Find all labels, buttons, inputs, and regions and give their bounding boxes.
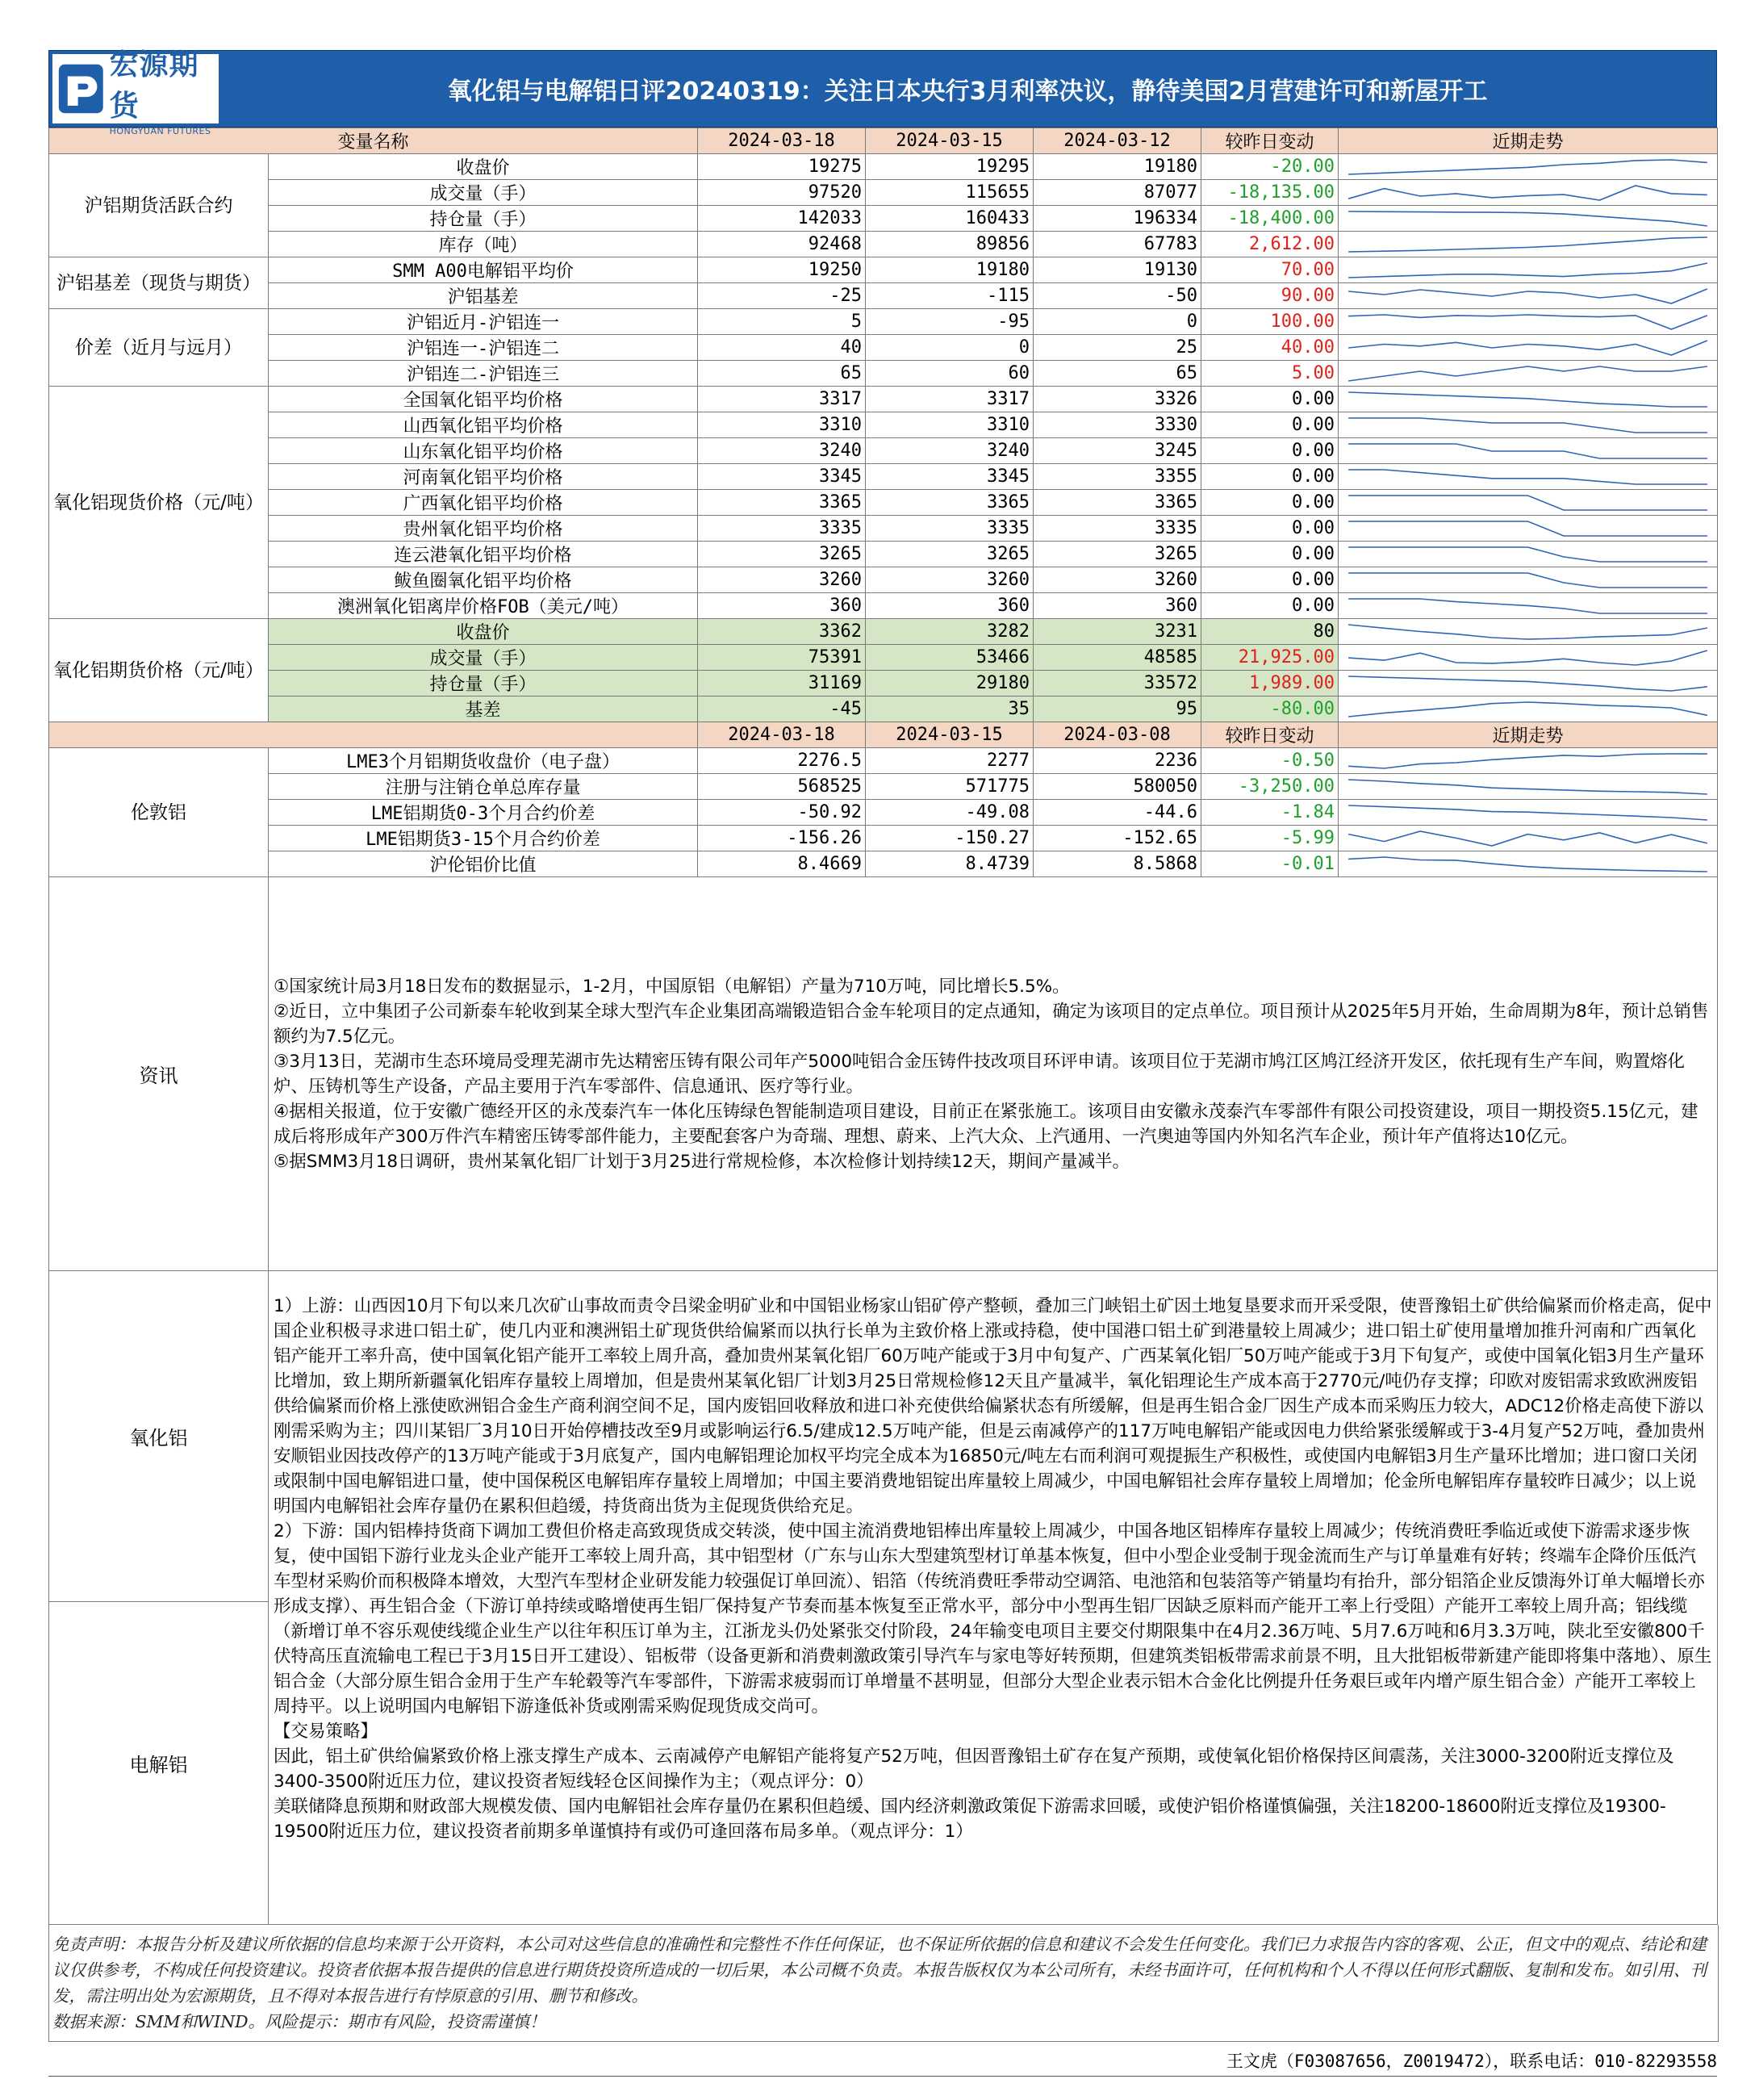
trend-line: [1348, 211, 1707, 226]
group-label: 伦敦铝: [49, 748, 269, 877]
trend-sparkline: [1345, 466, 1711, 487]
group-label: 氧化铝期货价格（元/吨）: [49, 619, 269, 722]
value-1: 31169: [698, 671, 866, 697]
value-3: -44.6: [1034, 800, 1201, 826]
value-1: -50.92: [698, 800, 866, 826]
trend-cell: [1339, 800, 1718, 826]
trend-line: [1348, 573, 1707, 588]
value-3: 360: [1034, 593, 1201, 619]
daily-change: 90.00: [1201, 283, 1339, 309]
daily-change: -3,250.00: [1201, 774, 1339, 800]
daily-change: -18,400.00: [1201, 206, 1339, 232]
logo-chinese-name: 宏源期货: [109, 48, 199, 123]
value-2: 3310: [866, 412, 1034, 438]
table-row: [49, 671, 1718, 697]
variable-name: LME铝期货3-15个月合约价差: [269, 826, 698, 851]
news-content: [269, 877, 1718, 1271]
trend-line: [1348, 857, 1707, 872]
daily-change: -1.84: [1201, 800, 1339, 826]
trend-line: [1348, 160, 1707, 174]
trend-sparkline: [1345, 802, 1711, 823]
col-header-3: 2024-03-12: [1034, 128, 1201, 154]
variable-name: 鲅鱼圈氧化铝平均价格: [269, 567, 698, 593]
value-3: 48585: [1034, 645, 1201, 671]
trend-line: [1348, 289, 1707, 303]
value-3: 3335: [1034, 516, 1201, 542]
col-header-2: 2024-03-15: [866, 128, 1034, 154]
value-1: 65: [698, 361, 866, 387]
analysis-paragraph: 因此，铝土矿供给偏紧致价格上涨支撑生产成本、云南减停产电解铝产能将复产52万吨，但因晋豫铝土矿存在复产预期，或使氧化铝价格保持区间震荡，关注3000-3200附近支撑位及3400-3500附近压力位，建议投资者短线轻仓区间操作为主；（观点评分：0）: [274, 1747, 1674, 1792]
value-1: 3345: [698, 464, 866, 490]
value-1: 19275: [698, 154, 866, 180]
variable-name: 成交量（手）: [269, 645, 698, 671]
value-1: 40: [698, 335, 866, 361]
table-row: [49, 438, 1718, 464]
table-row: [49, 800, 1718, 826]
value-2: -115: [866, 283, 1034, 309]
value-1: 19250: [698, 257, 866, 283]
trend-cell: [1339, 180, 1718, 206]
news-item: ④据相关报道，位于安徽广德经开区的永茂泰汽车一体化压铸绿色智能制造项目建设，目前正在紧张施工。该项目由安徽永茂泰汽车零部件有限公司投资建设，项目一期投资5.15亿元，建成后将形成年产300万件汽车精密压铸零部件能力，主要配套客户为奇瑞、理想、蔚来、上汽大众、上汽通用、一汽奥迪等国内外知名汽车企业，预计年产值将达10亿元。: [274, 1101, 1698, 1147]
trend-sparkline: [1345, 776, 1711, 797]
value-3: 3330: [1034, 412, 1201, 438]
trend-sparkline: [1345, 492, 1711, 513]
value-1: 75391: [698, 645, 866, 671]
daily-change: 0.00: [1201, 542, 1339, 567]
col-header-variable: 变量名称: [49, 128, 698, 154]
trend-line: [1348, 237, 1707, 252]
value-1: 3260: [698, 567, 866, 593]
daily-change: 0.00: [1201, 567, 1339, 593]
value-3: -50: [1034, 283, 1201, 309]
value-3: 25: [1034, 335, 1201, 361]
trend-sparkline: [1345, 234, 1711, 255]
value-2: 3260: [866, 567, 1034, 593]
trend-cell: [1339, 697, 1718, 722]
value-1: 2276.5: [698, 748, 866, 774]
value-3: 87077: [1034, 180, 1201, 206]
trend-sparkline: [1345, 518, 1711, 539]
table2-col-header-3: 较昨日变动: [1201, 722, 1339, 748]
variable-name: 成交量（手）: [269, 180, 698, 206]
table-row: [49, 826, 1718, 851]
disclaimer-line: 数据来源：SMM和WIND。风险提示：期市有风险，投资需谨慎！: [52, 2012, 546, 2031]
value-2: -49.08: [866, 800, 1034, 826]
value-2: 29180: [866, 671, 1034, 697]
trend-line: [1348, 444, 1707, 458]
trend-cell: [1339, 361, 1718, 387]
table-row: [49, 542, 1718, 567]
variable-name: 沪铝连二-沪铝连三: [269, 361, 698, 387]
value-3: 3365: [1034, 490, 1201, 516]
trend-sparkline: [1345, 544, 1711, 565]
daily-change: 2,612.00: [1201, 232, 1339, 257]
trend-line: [1348, 496, 1707, 510]
value-2: 115655: [866, 180, 1034, 206]
table-row: [49, 697, 1718, 722]
group-label: 价差（近月与远月）: [49, 309, 269, 387]
variable-name: 河南氧化铝平均价格: [269, 464, 698, 490]
value-3: 67783: [1034, 232, 1201, 257]
group-label: 氧化铝现货价格（元/吨）: [49, 387, 269, 619]
trend-cell: [1339, 438, 1718, 464]
daily-change: 0.00: [1201, 593, 1339, 619]
trend-cell: [1339, 851, 1718, 877]
trend-cell: [1339, 619, 1718, 645]
value-3: 580050: [1034, 774, 1201, 800]
analysis-paragraph: 1）上游：山西因10月下旬以来几次矿山事故而责令吕梁金明矿业和中国铝业杨家山铝矿停产整顿，叠加三门峡铝土矿因土地复垦要求而开采受限，使晋豫铝土矿供给偏紧而价格走高，促中国企业积极寻求进口铝土矿，使几内亚和澳洲铝土矿现货供给偏紧而以执行长单为主致价格上涨或持稳，使中国港口铝土矿到港量较上周减少；进口铝土矿使用量增加推升河南和广西氧化铝产能开工率升高，使中国氧化铝产能开工率较上周升高，叠加贵州某氧化铝厂60万吨产能或于3月中旬复产、广西某氧化铝厂50万吨产能或于3月下旬复产，或使中国氧化铝3月生产量环比增加，致上期所新疆氧化铝库存量较上周增加，但是贵州某氧化铝厂计划3月25日常规检修12天且产量减半，氧化铝理论生产成本高于2770元/吨仍存支撑；印欧对废铝需求致欧洲废铝供给偏紧而价格上涨使欧洲铝合金生产商利润空间不足，国内废铝回收释放和进口补充使供给偏紧状态有所缓解，但是再生铝合金厂因生产成本而采购压力较大，ADC12价格走高使下游以刚需采购为主；四川某铝厂3月10日开始停槽技改至9月或影响运行6.5/建成12.5万吨产能，但是云南减停产的117万吨电解铝产能或因电力供给紧张缓解或于3-4月复产52万吨，叠加贵州安顺铝业因技改停产的13万吨产能或于3月底复产，国内电解铝理论加权平均完全成本为16850元/吨左右而利润可观提振生产积极性，或使国内电解铝3月生产量环比增加；进口窗口关闭或限制中国电解铝进口量，使中国保税区电解铝库存量较上周增加；中国主要消费地铝锭出库量较上周减少，中国电解铝社会库存量较上周增加；伦金所电解铝库存量较昨日减少；以上说明国内电解铝社会库存量仍在累积但趋缓，持货商出货为主促现货供给充足。: [274, 1296, 1712, 1516]
value-1: 97520: [698, 180, 866, 206]
analysis-paragraph: 【交易策略】: [274, 1721, 378, 1742]
daily-change: 0.00: [1201, 464, 1339, 490]
value-2: 2277: [866, 748, 1034, 774]
trend-line: [1348, 805, 1707, 820]
value-3: 19130: [1034, 257, 1201, 283]
news-item: ③3月13日，芜湖市生态环境局受理芜湖市先达精密压铸有限公司年产5000吨铝合金压铸件技改项目环评申请。该项目位于芜湖市鸠江区鸠江经济开发区，依托现有生产车间，购置熔化炉、压铸机等生产设备，产品主要用于汽车零部件、信息通讯、医疗等行业。: [274, 1051, 1686, 1097]
group-label: 沪铝期货活跃合约: [49, 154, 269, 257]
value-3: -152.65: [1034, 826, 1201, 851]
value-2: 8.4739: [866, 851, 1034, 877]
trend-cell: [1339, 516, 1718, 542]
daily-change: -20.00: [1201, 154, 1339, 180]
trend-cell: [1339, 335, 1718, 361]
value-2: 60: [866, 361, 1034, 387]
analyst-contact: 王文虎（F03087656，Z0019472），联系电话：010-82293558: [48, 2042, 1717, 2077]
value-1: -45: [698, 697, 866, 722]
value-3: 65: [1034, 361, 1201, 387]
analysis-paragraph: 2）下游：国内铝棒持货商下调加工费但价格走高致现货成交转淡，使中国主流消费地铝棒出库量较上周减少，中国各地区铝棒库存量较上周减少；传统消费旺季临近或使下游需求逐步恢复，使中国铝下游行业龙头企业产能开工率较上周升高，其中铝型材（广东与山东大型建筑型材订单基本恢复，但中小型企业受制于现金流而生产与订单量难有好转；终端车企降价压低汽车型材采购价而积极降本增效，大型汽车型材企业研发能力较强促订单回流）、铝箔（传统消费旺季带动空调箔、电池箔和包装箔等产销量均有抬升，部分铝箔企业反馈海外订单大幅增长亦形成支撑）、再生铝合金（下游订单持续或略增使再生铝厂保持复产节奏而基本恢复至正常水平，部分中小型再生铝厂因缺乏原料而产能开工率上行受阻）产能开工率较上周升高；铝线缆（新增订单不容乐观使线缆企业生产以往年积压订单为主，江浙龙头仍处紧张交付阶段，24年输变电项目主要交付期限集中在4月2.36万吨、5月7.6万吨和6月3.3万吨，陕北至安徽800千伏特高压直流输电工程已于3月15日开工建设）、铝板带（设备更新和消费刺激政策引导汽车与家电等好转预期，但建筑类铝板带需求前景不明，且大批铝板带新建产能即将集中落地）、原生铝合金（大部分原生铝合金用于生产车轮毂等汽车零部件，下游需求疲弱而订单增量不甚明显，但部分大型企业表示铝木合金化比例提升任务艰巨或年内增产原生铝合金）产能开工率较上周持平。以上说明国内电解铝下游逢低补货或刚需采购促现货成交尚可。: [274, 1521, 1712, 1717]
value-2: 3240: [866, 438, 1034, 464]
value-2: 19295: [866, 154, 1034, 180]
value-1: 8.4669: [698, 851, 866, 877]
trend-cell: [1339, 154, 1718, 180]
value-3: 196334: [1034, 206, 1201, 232]
trend-cell: [1339, 412, 1718, 438]
table-row: [49, 851, 1718, 877]
trend-sparkline: [1345, 673, 1711, 694]
variable-name: LME铝期货0-3个月合约价差: [269, 800, 698, 826]
trend-cell: [1339, 826, 1718, 851]
value-3: 3355: [1034, 464, 1201, 490]
col-header-5: 近期走势: [1339, 128, 1718, 154]
trend-sparkline: [1345, 621, 1711, 642]
daily-change: -80.00: [1201, 697, 1339, 722]
trend-cell: [1339, 387, 1718, 412]
trend-sparkline: [1345, 596, 1711, 617]
value-2: 35: [866, 697, 1034, 722]
value-1: 3317: [698, 387, 866, 412]
variable-name: LME3个月铝期货收盘价（电子盘）: [269, 748, 698, 774]
daily-change: 21,925.00: [1201, 645, 1339, 671]
value-2: 160433: [866, 206, 1034, 232]
trend-line: [1348, 263, 1707, 278]
trend-cell: [1339, 671, 1718, 697]
table-row: [49, 335, 1718, 361]
value-1: 5: [698, 309, 866, 335]
value-1: 92468: [698, 232, 866, 257]
daily-change: 5.00: [1201, 361, 1339, 387]
trend-cell: [1339, 490, 1718, 516]
trend-sparkline: [1345, 751, 1711, 772]
trend-sparkline: [1345, 260, 1711, 281]
value-3: 33572: [1034, 671, 1201, 697]
value-1: 3362: [698, 619, 866, 645]
trend-sparkline: [1345, 337, 1711, 358]
value-2: 360: [866, 593, 1034, 619]
value-2: 3317: [866, 387, 1034, 412]
value-3: 3245: [1034, 438, 1201, 464]
variable-name: 持仓量（手）: [269, 206, 698, 232]
daily-change: 0.00: [1201, 387, 1339, 412]
col-header-4: 较昨日变动: [1201, 128, 1339, 154]
value-1: 3365: [698, 490, 866, 516]
trend-sparkline: [1345, 182, 1711, 203]
daily-change: 0.00: [1201, 412, 1339, 438]
daily-change: -0.50: [1201, 748, 1339, 774]
alumina-analysis-label: 氧化铝: [49, 1271, 269, 1602]
daily-change: 1,989.00: [1201, 671, 1339, 697]
report-title: 氧化铝与电解铝日评20240319：关注日本央行3月利率决议，静待美国2月营建许可和新屋开工: [447, 77, 1488, 106]
table-row: [49, 309, 1718, 335]
trend-cell: [1339, 206, 1718, 232]
aluminum-analysis-label: 电解铝: [49, 1602, 269, 1925]
trend-sparkline: [1345, 441, 1711, 462]
report-page: [48, 50, 1717, 2077]
trend-sparkline: [1345, 389, 1711, 410]
trend-line: [1348, 625, 1707, 639]
value-1: 3310: [698, 412, 866, 438]
value-3: 3231: [1034, 619, 1201, 645]
trend-line: [1348, 831, 1707, 846]
trend-line: [1348, 521, 1707, 536]
trend-line: [1348, 650, 1707, 665]
trend-sparkline: [1345, 208, 1711, 229]
value-2: 3265: [866, 542, 1034, 567]
value-1: -156.26: [698, 826, 866, 851]
news-item: ①国家统计局3月18日发布的数据显示，1-2月，中国原铝（电解铝）产量为710万吨，同比增长5.5%。: [274, 976, 1070, 997]
value-1: 3265: [698, 542, 866, 567]
value-1: 3335: [698, 516, 866, 542]
variable-name: 贵州氧化铝平均价格: [269, 516, 698, 542]
value-1: 3240: [698, 438, 866, 464]
variable-name: 收盘价: [269, 619, 698, 645]
table-row: [49, 516, 1718, 542]
value-1: -25: [698, 283, 866, 309]
table-row: [49, 490, 1718, 516]
daily-change: -5.99: [1201, 826, 1339, 851]
variable-name: 连云港氧化铝平均价格: [269, 542, 698, 567]
trend-line: [1348, 702, 1707, 717]
value-3: 2236: [1034, 748, 1201, 774]
news-label: 资讯: [49, 877, 269, 1271]
variable-name: SMM A00电解铝平均价: [269, 257, 698, 283]
value-1: 568525: [698, 774, 866, 800]
trend-sparkline: [1345, 854, 1711, 875]
value-3: 3260: [1034, 567, 1201, 593]
daily-change: 0.00: [1201, 438, 1339, 464]
table-row: [49, 387, 1718, 412]
trend-line: [1348, 366, 1707, 381]
trend-cell: [1339, 283, 1718, 309]
value-1: 142033: [698, 206, 866, 232]
value-3: 0: [1034, 309, 1201, 335]
value-2: 89856: [866, 232, 1034, 257]
disclaimer-line: 免责声明：本报告分析及建议所依据的信息均来源于公开资料，本公司对这些信息的准确性和完整性不作任何保证，也不保证所依据的信息和建议不会发生任何变化。我们已力求报告内容的客观、公正，但文中的观点、结论和建议仅供参考，不构成任何投资建议。投资者依据本报告提供的信息进行期货投资所造成的一切后果，本公司概不负责。本报告版权仅为本公司所有，未经书面许可，任何机构和个人不得以任何形式翻版、复制和发布。如引用、刊发，需注明出处为宏源期货，且不得对本报告进行有悖原意的引用、删节和修改。: [52, 1935, 1707, 2006]
trend-sparkline: [1345, 415, 1711, 436]
variable-name: 收盘价: [269, 154, 698, 180]
table-row: [49, 619, 1718, 645]
trend-cell: [1339, 542, 1718, 567]
table2-col-header-1: 2024-03-15: [866, 722, 1034, 748]
value-3: 3265: [1034, 542, 1201, 567]
value-2: 3365: [866, 490, 1034, 516]
trend-cell: [1339, 645, 1718, 671]
trend-sparkline: [1345, 286, 1711, 307]
daily-change: 40.00: [1201, 335, 1339, 361]
table-row: [49, 464, 1718, 490]
table2-header-row: [49, 722, 1718, 748]
value-2: 571775: [866, 774, 1034, 800]
value-2: 53466: [866, 645, 1034, 671]
news-item: ②近日，立中集团子公司新泰车轮收到某全球大型汽车企业集团高端锻造铝合金车轮项目的定点通知，确定为该项目的定点单位。项目预计从2025年5月开始，生命周期为8年，预计总销售额约为7.5亿元。: [274, 1001, 1709, 1047]
variable-name: 广西氧化铝平均价格: [269, 490, 698, 516]
trend-cell: [1339, 309, 1718, 335]
trend-line: [1348, 599, 1707, 613]
trend-sparkline: [1345, 363, 1711, 384]
value-2: 3335: [866, 516, 1034, 542]
variable-name: 澳洲氧化铝离岸价格FOB（美元/吨）: [269, 593, 698, 619]
hongyuan-logo-icon: [57, 61, 105, 117]
table-row: [49, 361, 1718, 387]
variable-name: 山西氧化铝平均价格: [269, 412, 698, 438]
variable-name: 山东氧化铝平均价格: [269, 438, 698, 464]
variable-name: 沪铝基差: [269, 283, 698, 309]
group-label: 沪铝基差（现货与期货）: [49, 257, 269, 309]
daily-change: 0.00: [1201, 490, 1339, 516]
table-row: [49, 154, 1718, 180]
value-2: 0: [866, 335, 1034, 361]
value-2: 3282: [866, 619, 1034, 645]
value-2: -150.27: [866, 826, 1034, 851]
trend-sparkline: [1345, 157, 1711, 178]
trend-line: [1348, 754, 1707, 768]
value-2: -95: [866, 309, 1034, 335]
news-item: ⑤据SMM3月18日调研，贵州某氧化铝厂计划于3月25进行常规检修，本次检修计划持续12天，期间产量减半。: [274, 1151, 1130, 1172]
table-row: [49, 206, 1718, 232]
daily-change: 0.00: [1201, 516, 1339, 542]
table-row: [49, 283, 1718, 309]
table-row: [49, 567, 1718, 593]
table2-col-header-2: 2024-03-08: [1034, 722, 1201, 748]
variable-name: 持仓量（手）: [269, 671, 698, 697]
analysis-content: [269, 1271, 1718, 1925]
variable-name: 沪铝近月-沪铝连一: [269, 309, 698, 335]
report-header: [48, 48, 1717, 136]
daily-change: 100.00: [1201, 309, 1339, 335]
daily-change: -18,135.00: [1201, 180, 1339, 206]
table-row: [49, 257, 1718, 283]
table-row: [49, 232, 1718, 257]
trend-cell: [1339, 748, 1718, 774]
table-row: [49, 412, 1718, 438]
logo-english-name: HONGYUAN FUTURES: [109, 125, 211, 136]
table-row: [49, 774, 1718, 800]
trend-sparkline: [1345, 647, 1711, 668]
trend-sparkline: [1345, 312, 1711, 333]
value-3: 19180: [1034, 154, 1201, 180]
trend-cell: [1339, 774, 1718, 800]
value-3: 8.5868: [1034, 851, 1201, 877]
trend-line: [1348, 418, 1707, 433]
variable-name: 库存（吨）: [269, 232, 698, 257]
trend-sparkline: [1345, 699, 1711, 720]
trend-cell: [1339, 232, 1718, 257]
trend-cell: [1339, 593, 1718, 619]
data-table: [48, 125, 1718, 1925]
trend-sparkline: [1345, 828, 1711, 849]
col-header-blank: [49, 722, 698, 748]
variable-name: 沪铝连一-沪铝连二: [269, 335, 698, 361]
trend-sparkline: [1345, 570, 1711, 591]
disclaimer: [48, 1925, 1719, 2042]
value-2: 19180: [866, 257, 1034, 283]
col-header-1: 2024-03-18: [698, 128, 866, 154]
table-row: [49, 748, 1718, 774]
analysis-paragraph: 美联储降息预期和财政部大规模发债、国内电解铝社会库存量仍在累积但趋缓、国内经济刺激政策促下游需求回暖，或使沪铝价格谨慎偏强，关注18200-18600附近支撑位及19300-19500附近压力位，建议投资者前期多单谨慎持有或仍可逢回落布局多单。（观点评分：1）: [274, 1797, 1666, 1842]
daily-change: 80: [1201, 619, 1339, 645]
trend-line: [1348, 676, 1707, 691]
table-row: [49, 180, 1718, 206]
value-3: 95: [1034, 697, 1201, 722]
trend-cell: [1339, 567, 1718, 593]
company-logo: [52, 48, 219, 136]
table-row: [49, 645, 1718, 671]
variable-name: 全国氧化铝平均价格: [269, 387, 698, 412]
variable-name: 沪伦铝价比值: [269, 851, 698, 877]
table2-col-header-0: 2024-03-18: [698, 722, 866, 748]
daily-change: -0.01: [1201, 851, 1339, 877]
table2-col-header-4: 近期走势: [1339, 722, 1718, 748]
value-1: 360: [698, 593, 866, 619]
trend-line: [1348, 547, 1707, 562]
trend-line: [1348, 341, 1707, 355]
trend-cell: [1339, 464, 1718, 490]
trend-line: [1348, 315, 1707, 329]
table-row: [49, 593, 1718, 619]
variable-name: 注册与注销仓单总库存量: [269, 774, 698, 800]
value-2: 3345: [866, 464, 1034, 490]
table-header-row: [49, 128, 1718, 154]
variable-name: 基差: [269, 697, 698, 722]
trend-cell: [1339, 257, 1718, 283]
daily-change: 70.00: [1201, 257, 1339, 283]
trend-line: [1348, 470, 1707, 484]
trend-line: [1348, 186, 1707, 200]
trend-line: [1348, 780, 1707, 794]
value-3: 3326: [1034, 387, 1201, 412]
trend-line: [1348, 392, 1707, 407]
